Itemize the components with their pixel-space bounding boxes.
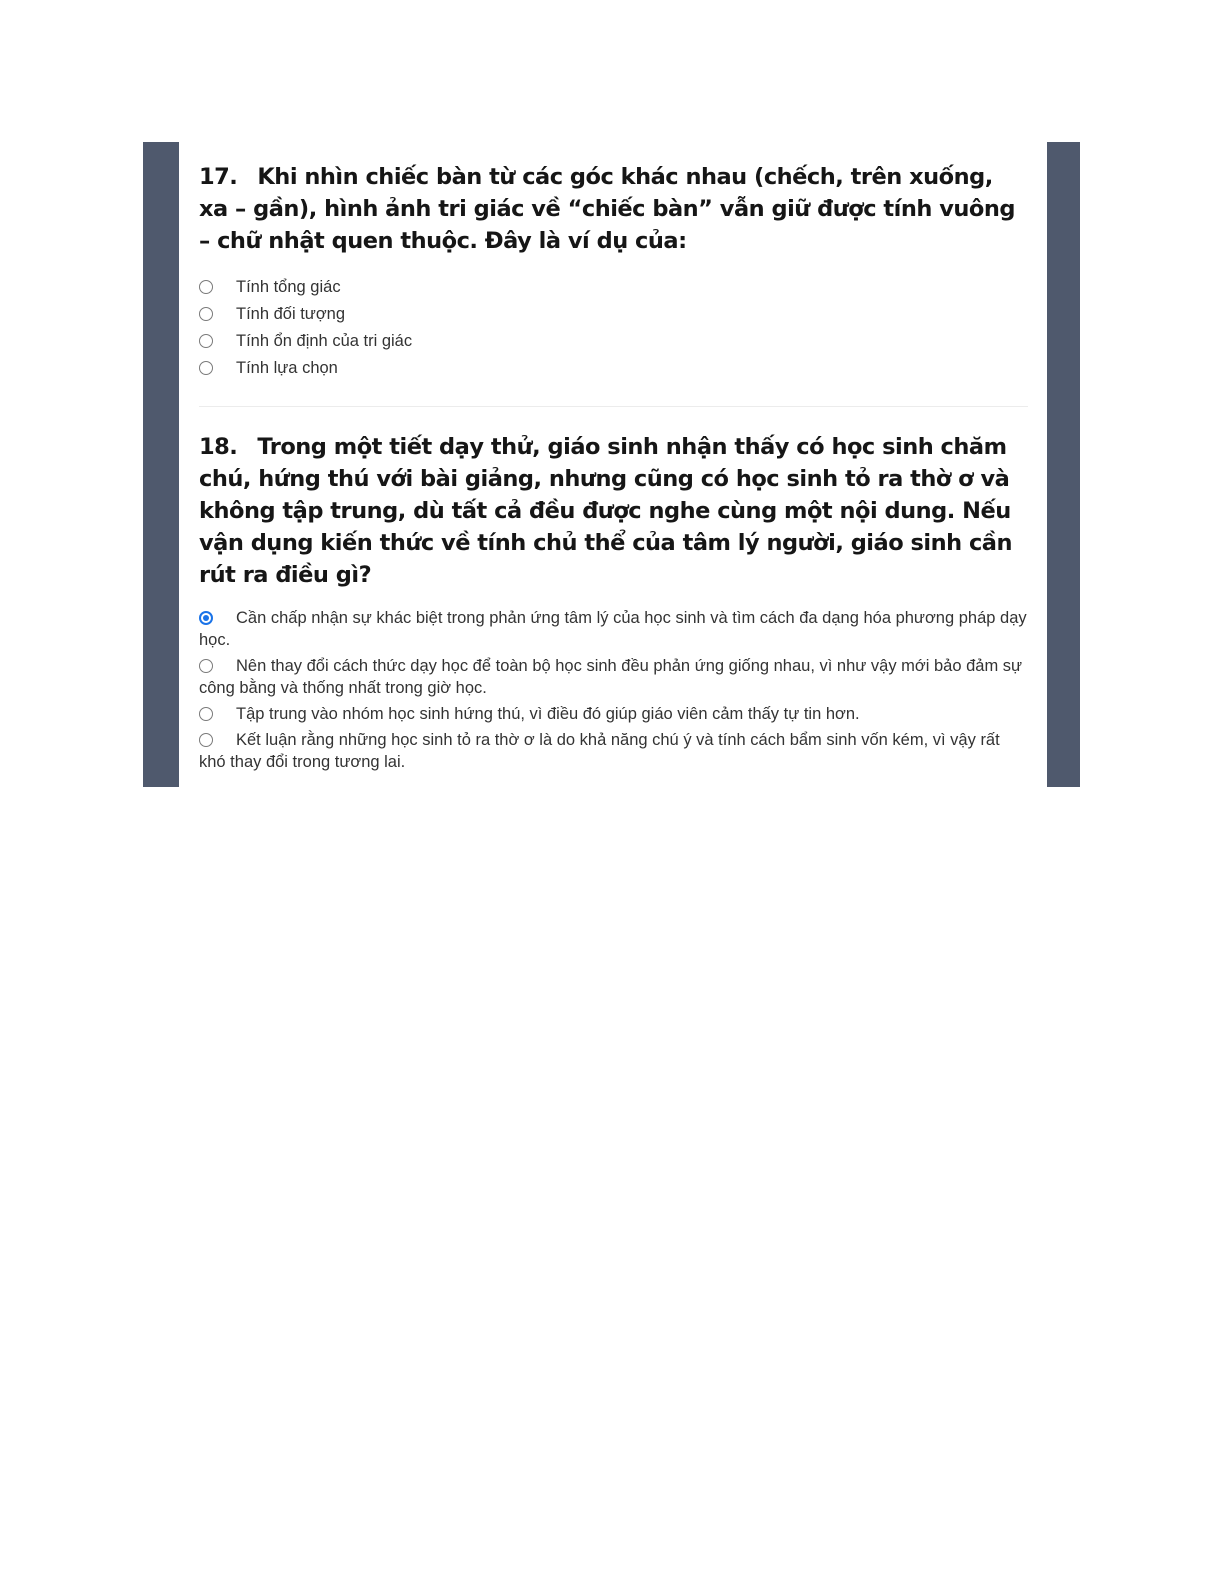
question-17 [199, 142, 1028, 407]
option-item[interactable] [199, 274, 1028, 301]
option-list [199, 607, 1028, 773]
radio-button[interactable] [199, 707, 213, 721]
option-item[interactable] [199, 703, 1028, 725]
option-item[interactable] [199, 301, 1028, 328]
option-label: Tính ổn định của tri giác [236, 332, 413, 350]
option-label: Tính lựa chọn [236, 359, 338, 377]
option-item[interactable] [199, 729, 1028, 773]
radio-button[interactable] [199, 733, 213, 747]
question-number: 18. [199, 434, 238, 460]
question-text: Khi nhìn chiếc bàn từ các góc khác nhau (chếch, trên xuống, xa – gần), hình ảnh tri giác về “chiếc bàn” vẫn giữ được tính vuông – chữ nhật quen thuộc. Đây là ví dụ của: [199, 164, 1016, 254]
option-label: Tập trung vào nhóm học sinh hứng thú, vì điều đó giúp giáo viên cảm thấy tự tin hơn. [236, 705, 860, 723]
option-label: Tính tổng giác [236, 278, 341, 296]
question-18 [199, 407, 1028, 787]
radio-button[interactable] [199, 659, 213, 673]
radio-button[interactable] [199, 307, 213, 321]
question-text: Trong một tiết dạy thử, giáo sinh nhận thấy có học sinh chăm chú, hứng thú với bài giảng, nhưng cũng có học sinh tỏ ra thờ ơ và không tập trung, dù tất cả đều được nghe cùng một nội dung. Nếu vận dụng kiến thức về tính chủ thể của tâm lý người, giáo sinh cần rút ra điều gì? [199, 434, 1013, 588]
option-label: Nên thay đổi cách thức dạy học để toàn bộ học sinh đều phản ứng giống nhau, vì như vậy mới bảo đảm sự công bằng và thống nhất trong giờ học. [199, 657, 1023, 697]
option-item[interactable] [199, 607, 1028, 651]
form-content [179, 142, 1047, 787]
radio-button[interactable] [199, 280, 213, 294]
question-title [199, 407, 1028, 591]
option-label: Kết luận rằng những học sinh tỏ ra thờ ơ là do khả năng chú ý và tính cách bẩm sinh vốn kém, vì vậy rất khó thay đổi trong tương lai. [199, 731, 1000, 771]
radio-button[interactable] [199, 361, 213, 375]
option-list [199, 274, 1028, 382]
option-item[interactable] [199, 355, 1028, 382]
option-label: Cần chấp nhận sự khác biệt trong phản ứng tâm lý của học sinh và tìm cách đa dạng hóa phương pháp dạy học. [199, 609, 1027, 649]
question-number: 17. [199, 164, 238, 190]
radio-button[interactable] [199, 334, 213, 348]
option-label: Tính đối tượng [236, 305, 346, 323]
option-item[interactable] [199, 328, 1028, 355]
quiz-screenshot [143, 142, 1080, 787]
question-title [199, 142, 1028, 257]
radio-button-selected[interactable] [199, 611, 213, 625]
option-item[interactable] [199, 655, 1028, 699]
